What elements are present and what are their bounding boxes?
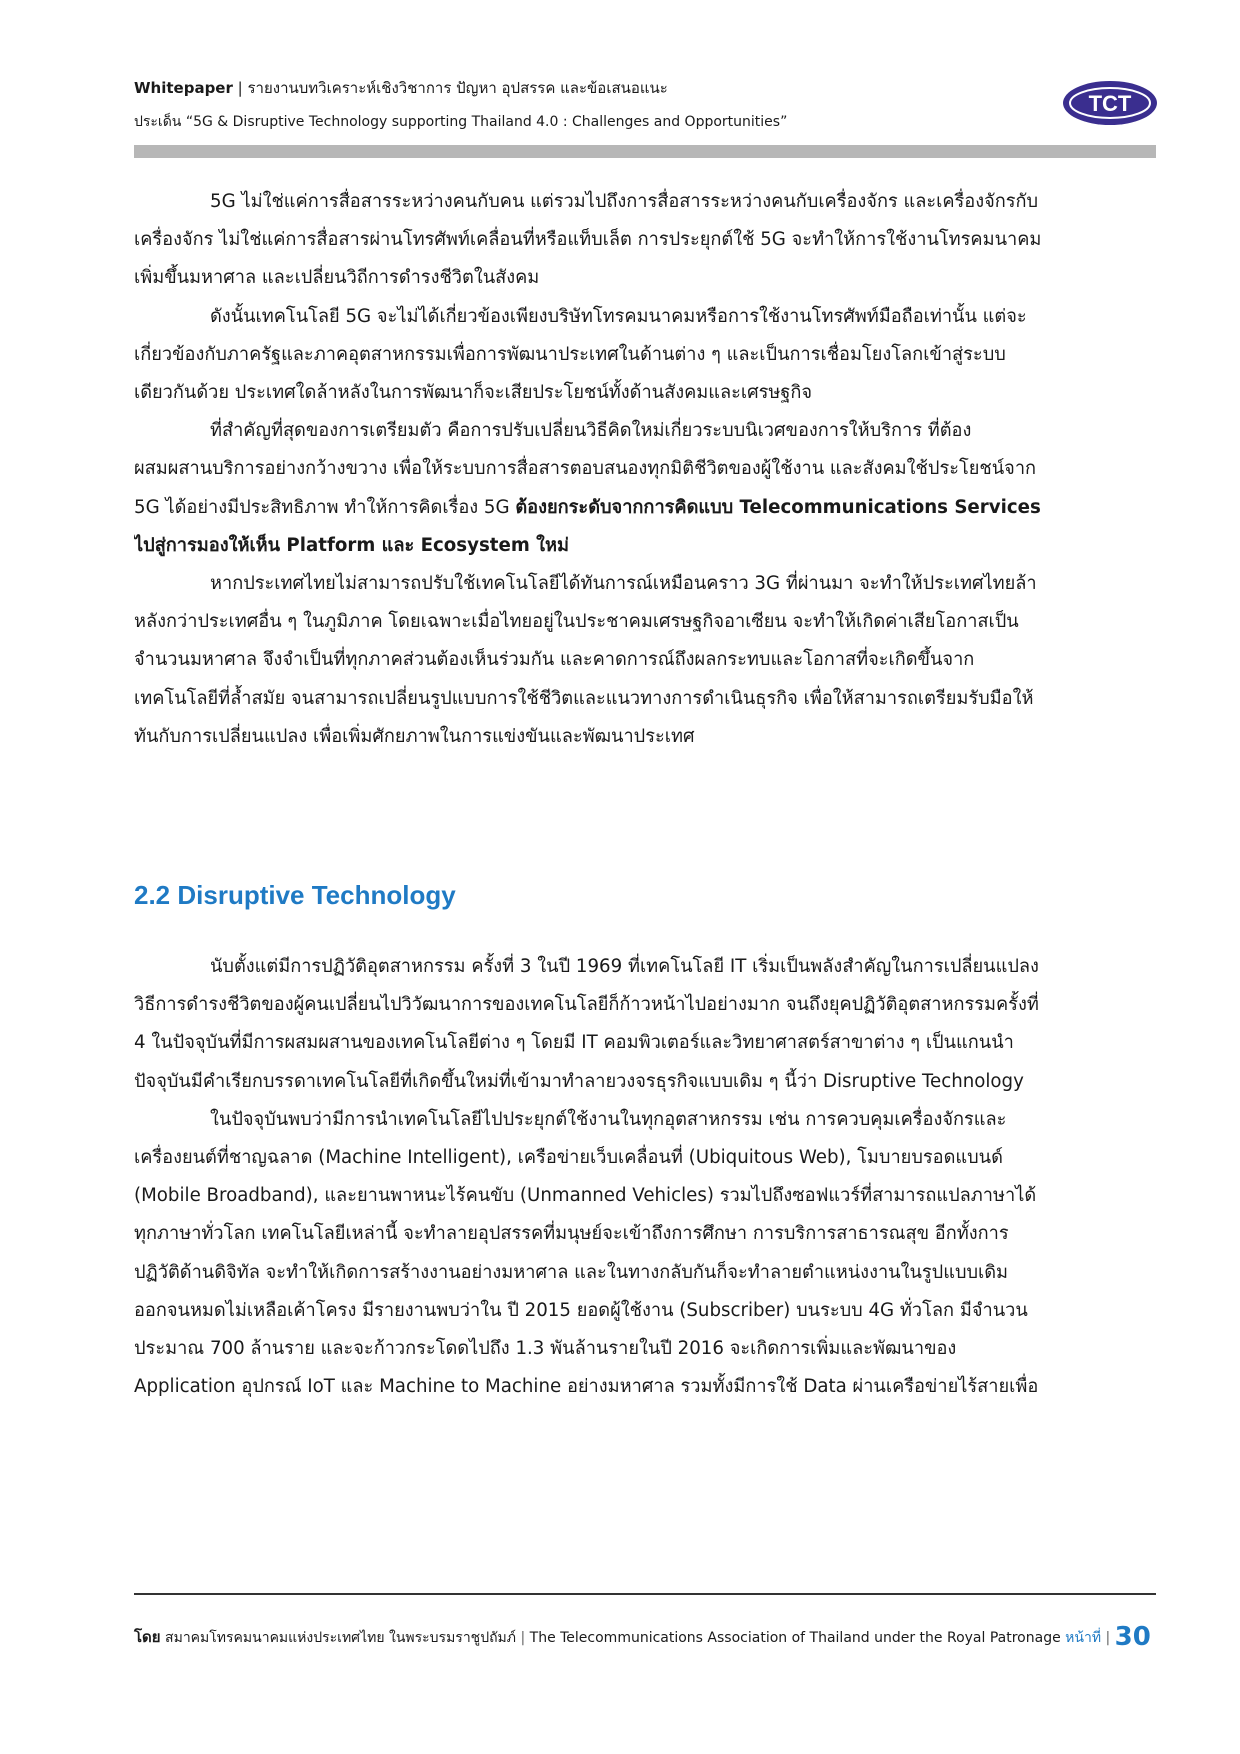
paragraph — [134, 183, 1156, 221]
text-line: ที่สำคัญที่สุดของการเตรียมตัว คือการปรับเปลี่ยนวิธีคิดใหม่เกี่ยวระบบนิเวศของการให้บริการ ที่ต้อง — [210, 420, 972, 442]
footer-divider — [134, 1593, 1156, 1595]
paragraph-continued — [134, 450, 1156, 565]
header-title-line — [134, 78, 1156, 98]
paragraph — [134, 565, 1156, 603]
text-line: ทุกภาษาทั่วโลก เทคโนโลยีเหล่านี้ จะทำลายอุปสรรคที่มนุษย์จะเข้าถึงการศึกษา การบริการสาธารณสุข อีกทั้งการ — [134, 1223, 1009, 1245]
footer-separator: | — [520, 1630, 526, 1646]
footer-org-thai: สมาคมโทรคมนาคมแห่งประเทศไทย ในพระบรมราชูปถัมภ์ — [160, 1630, 521, 1646]
text-line: ผสมผสานบริการอย่างกว้างขวาง เพื่อให้ระบบการสื่อสารตอบสนองทุกมิติชีวิตของผู้ใช้งาน และสังคมใช้ประโยชน์จาก — [134, 458, 1037, 480]
text-line: (Mobile Broadband), และยานพาหนะไร้คนขับ (Unmanned Vehicles) รวมไปถึงซอฟแวร์ที่สามารถแปลภาษาได้ — [134, 1185, 1037, 1207]
paragraph — [134, 412, 1156, 450]
text-line: เพิ่มขึ้นมหาศาล และเปลี่ยนวิถีการดำรงชีวิตในสังคม — [134, 267, 540, 289]
text-line: นับตั้งแต่มีการปฏิวัติอุตสาหกรรม ครั้งที่ 3 ในปี 1969 ที่เทคโนโลยี IT เริ่มเป็นพลังสำคัญในการเปลี่ยนแปลง — [210, 956, 1039, 977]
header-divider — [134, 145, 1156, 158]
text-line: ดังนั้นเทคโนโลยี 5G จะไม่ได้เกี่ยวข้องเพียงบริษัทโทรคมนาคมหรือการใช้งานโทรศัพท์มือถือเท่านั้น แต่จะ — [210, 305, 1027, 327]
text-line: จำนวนมหาศาล จึงจำเป็นที่ทุกภาคส่วนต้องเห็นร่วมกัน และคาดการณ์ถึงผลกระทบและโอกาสที่จะเกิดขึ้นจาก — [134, 649, 975, 671]
paragraph-continued — [134, 603, 1156, 756]
paragraph — [134, 298, 1156, 336]
text-line: เครื่องจักร ไม่ใช่แค่การสื่อสารผ่านโทรศัพท์เคลื่อนที่หรือแท็บเล็ต การประยุกต์ใช้ 5G จะทำให้การใช้งานโทรคมนาคม — [134, 229, 1042, 251]
text-line — [134, 489, 1156, 527]
text-line: ปัจจุบันมีคำเรียกบรรดาเทคโนโลยีที่เกิดขึ้นใหม่ที่เข้ามาทำลายวงจรธุรกิจแบบเดิม ๆ นี้ว่า Disruptive Technology — [134, 1070, 1024, 1092]
text-line: ปฏิวัติด้านดิจิทัล จะทำให้เกิดการสร้างงานอย่างมหาศาล และในทางกลับกันก็จะทำลายตำแหน่งงานในรูปแบบเดิม — [134, 1261, 1009, 1283]
text-line: เกี่ยวข้องกับภาครัฐและภาคอุตสาหกรรมเพื่อการพัฒนาประเทศในด้านต่าง ๆ และเป็นการเชื่อมโยงโลกเข้าสู่ระบบ — [134, 343, 1006, 365]
header-subtitle: ประเด็น “5G & Disruptive Technology supporting Thailand 4.0 : Challenges and Opportunities” — [134, 114, 788, 130]
header-title: | รายงานบทวิเคราะห์เชิงวิชาการ ปัญหา อุปสรรค และข้อเสนอแนะ — [232, 79, 668, 97]
text-line: หลังกว่าประเทศอื่น ๆ ในภูมิภาค โดยเฉพาะเมื่อไทยอยู่ในประชาคมเศรษฐกิจอาเซียน จะทำให้เกิดค่าเสียโอกาสเป็น — [134, 611, 1019, 633]
section-2-body — [134, 948, 1156, 1406]
footer-org-english: The Telecommunications Association of Thailand under the Royal Patronage — [525, 1630, 1066, 1646]
text-line: เครื่องยนต์ที่ชาญฉลาด (Machine Intelligent), เครือข่ายเว็บเคลื่อนที่ (Ubiquitous Web), โมบายบรอดแบนด์ — [134, 1147, 1003, 1169]
page-header — [134, 78, 1156, 132]
footer-separator: | — [1105, 1630, 1111, 1646]
text-line: เทคโนโลยีที่ล้ำสมัย จนสามารถเปลี่ยนรูปแบบการใช้ชีวิตและแนวทางการดำเนินธุรกิจ เพื่อให้สามารถเตรียมรับมือให้ — [134, 687, 1034, 709]
text-bold: ต้องยกระดับจากการคิดแบบ Telecommunications Services — [515, 496, 1041, 518]
tct-logo — [1060, 78, 1160, 128]
text-line: ออกจนหมดไม่เหลือเค้าโครง มีรายงานพบว่าใน ปี 2015 ยอดผู้ใช้งาน (Subscriber) บนระบบ 4G ทั่วโลก มีจำนวน — [134, 1299, 1028, 1321]
text-line: ทันกับการเปลี่ยนแปลง เพื่อเพิ่มศักยภาพในการแข่งขันและพัฒนาประเทศ — [134, 725, 695, 747]
text-plain: 5G ได้อย่างมีประสิทธิภาพ ทำให้การคิดเรื่อง 5G — [134, 496, 516, 518]
text-line: 5G ไม่ใช่แค่การสื่อสารระหว่างคนกับคน แต่รวมไปถึงการสื่อสารระหว่างคนกับเครื่องจักร และเครื่องจักรกับ — [210, 191, 1039, 212]
paragraph-continued — [134, 336, 1156, 412]
text-line: หากประเทศไทยไม่สามารถปรับใช้เทคโนโลยีได้ทันการณ์เหมือนคราว 3G ที่ผ่านมา จะทำให้ประเทศไทยล้า — [210, 573, 1037, 595]
header-brand: Whitepaper — [134, 79, 233, 97]
text-line: เดียวกันด้วย ประเทศใดล้าหลังในการพัฒนาก็จะเสียประโยชน์ทั้งด้านสังคมและเศรษฐกิจ — [134, 382, 813, 404]
section-1-body — [134, 183, 1156, 756]
page-footer — [134, 1622, 1156, 1653]
text-line: ประมาณ 700 ล้านราย และจะก้าวกระโดดไปถึง 1.3 พันล้านรายในปี 2016 จะเกิดการเพิ่มและพัฒนาของ — [134, 1338, 957, 1360]
page-label: หน้าที่ — [1065, 1630, 1102, 1646]
section-heading: 2.2 Disruptive Technology — [134, 880, 456, 910]
paragraph-continued — [134, 221, 1156, 297]
footer-by: โดย — [134, 1628, 161, 1646]
text-line: วิธีการดำรงชีวิตของผู้คนเปลี่ยนไปวิวัฒนาการของเทคโนโลยีก็ก้าวหน้าไปอย่างมาก จนถึงยุคปฏิวัติอุตสาหกรรมครั้งที่ — [134, 994, 1039, 1016]
text-line: ในปัจจุบันพบว่ามีการนำเทคโนโลยีไปประยุกต์ใช้งานในทุกอุตสาหกรรม เช่น การควบคุมเครื่องจักรและ — [210, 1108, 1007, 1130]
text-line: 4 ในปัจจุบันที่มีการผสมผสานของเทคโนโลยีต่าง ๆ โดยมี IT คอมพิวเตอร์และวิทยาศาสตร์สาขาต่าง ๆ เป็นแกนนำ — [134, 1032, 1014, 1054]
page-number: 30 — [1114, 1622, 1151, 1652]
text-line: Application อุปกรณ์ IoT และ Machine to Machine อย่างมหาศาล รวมทั้งมีการใช้ Data ผ่านเครือข่ายไร้สายเพื่อ — [134, 1376, 1039, 1398]
text-line-bold: ไปสู่การมองให้เห็น Platform และ Ecosystem ใหม่ — [134, 534, 569, 556]
logo-text: TCT — [1088, 91, 1132, 116]
